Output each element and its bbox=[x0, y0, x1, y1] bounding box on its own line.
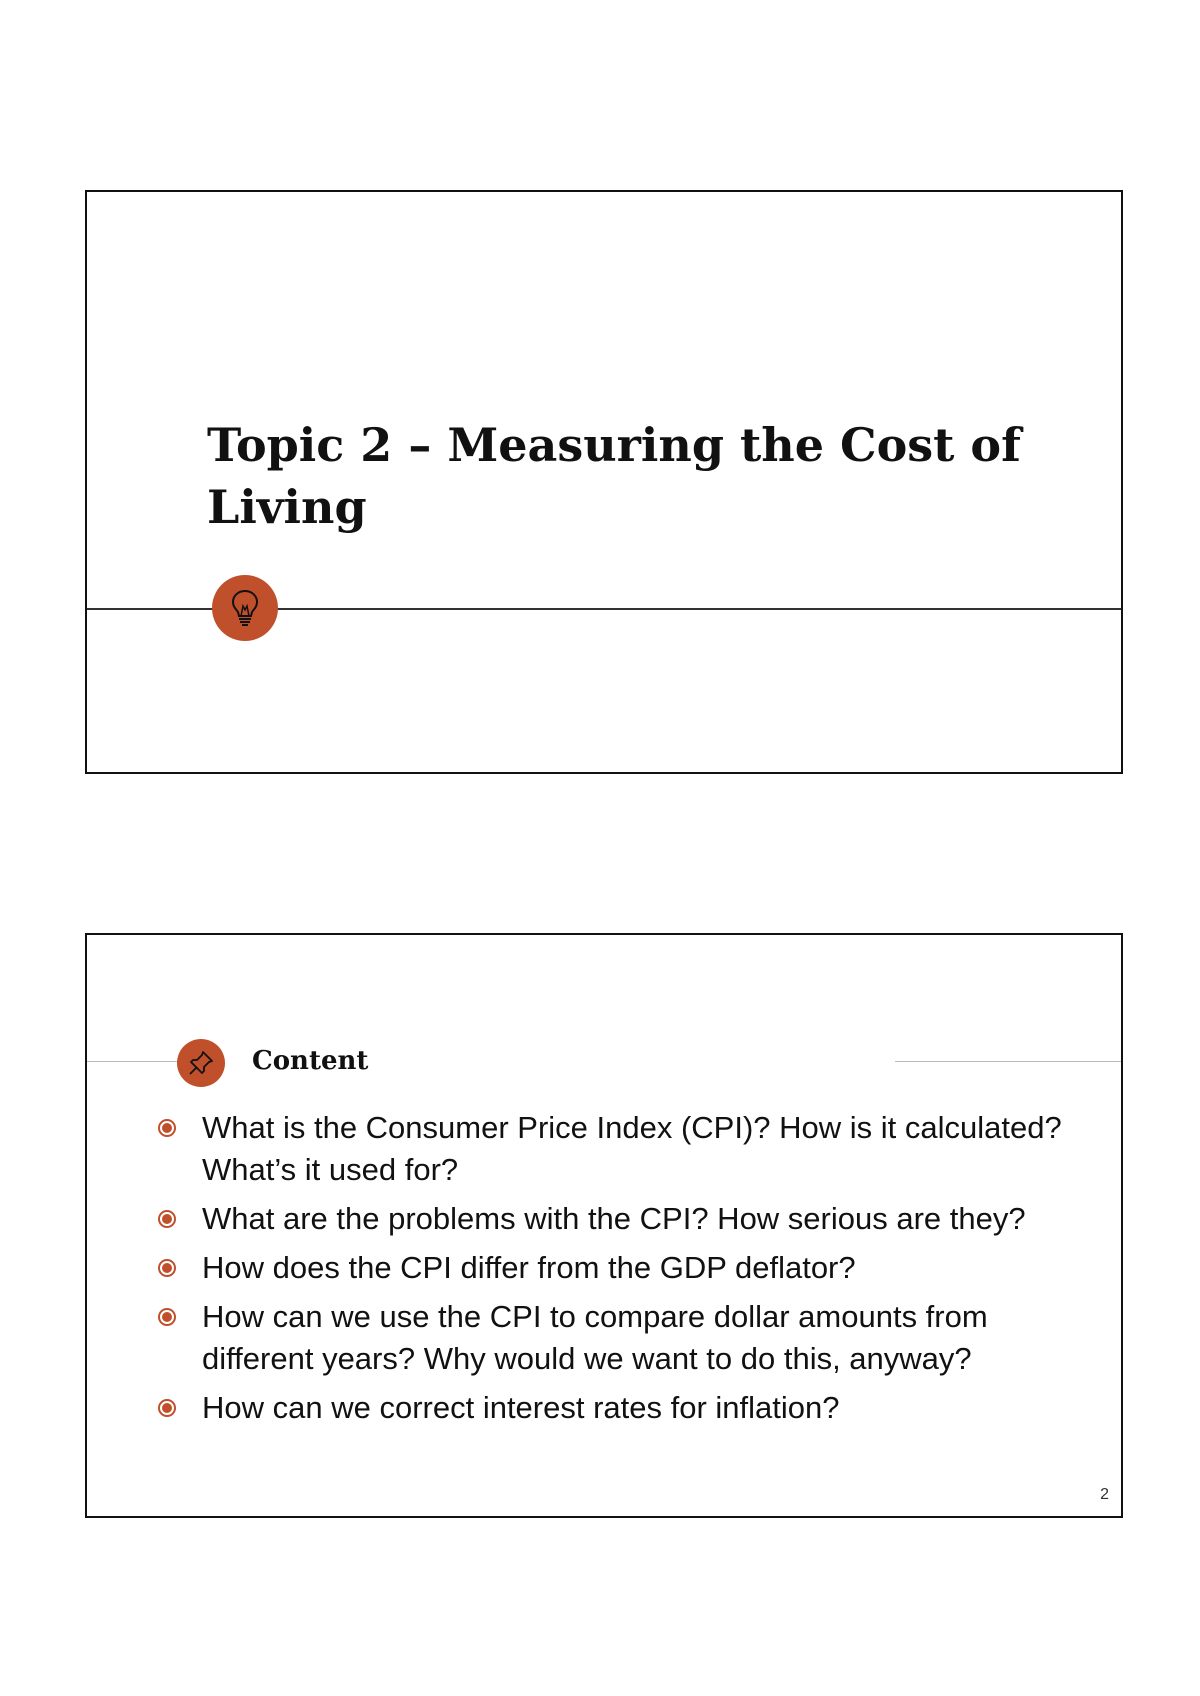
slide-title bbox=[85, 190, 1123, 774]
list-item bbox=[157, 1107, 1107, 1191]
bullet-icon bbox=[157, 1209, 177, 1229]
list-item bbox=[157, 1247, 1107, 1289]
lightbulb-icon bbox=[228, 588, 262, 628]
slide-title-text: Topic 2 – Measuring the Cost of Living bbox=[207, 418, 1021, 534]
bullet-text: How can we use the CPI to compare dollar amounts from different years? Why would we want to do this, anyway? bbox=[202, 1299, 988, 1376]
bullet-icon bbox=[157, 1118, 177, 1138]
bullet-text: What is the Consumer Price Index (CPI)? How is it calculated? What’s it used for? bbox=[202, 1110, 1062, 1187]
pushpin-icon bbox=[187, 1049, 215, 1077]
bullet-text: What are the problems with the CPI? How serious are they? bbox=[202, 1201, 1026, 1236]
bullet-icon bbox=[157, 1398, 177, 1418]
heading-rule-left bbox=[87, 1061, 182, 1062]
section-heading: Content bbox=[252, 1046, 369, 1076]
bullet-list bbox=[157, 1107, 1107, 1436]
list-item bbox=[157, 1198, 1107, 1240]
lightbulb-badge bbox=[212, 575, 278, 641]
bullet-text: How can we correct interest rates for inflation? bbox=[202, 1390, 840, 1425]
bullet-icon bbox=[157, 1258, 177, 1278]
list-item bbox=[157, 1296, 1107, 1380]
bullet-icon bbox=[157, 1307, 177, 1327]
list-item bbox=[157, 1387, 1107, 1429]
page-number: 2 bbox=[1100, 1486, 1109, 1503]
bullet-text: How does the CPI differ from the GDP deflator? bbox=[202, 1250, 856, 1285]
heading-rule-right bbox=[895, 1061, 1121, 1062]
slide-content bbox=[85, 933, 1123, 1518]
pushpin-badge bbox=[177, 1039, 225, 1087]
